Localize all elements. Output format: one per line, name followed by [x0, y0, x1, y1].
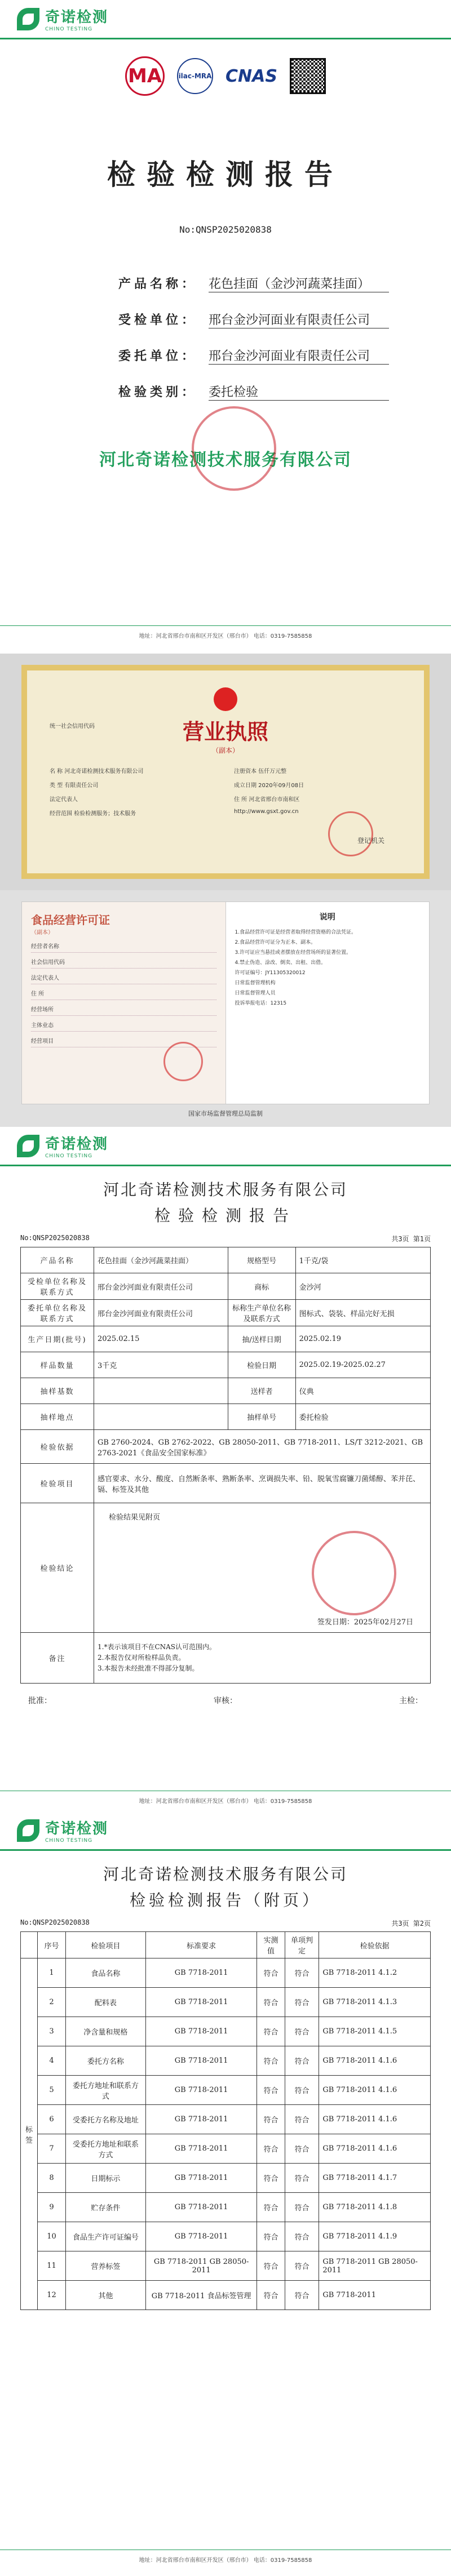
national-emblem-icon	[214, 687, 237, 711]
permit-subtitle: （副本）	[31, 930, 54, 936]
table-row: 9 贮存条件 GB 7718-2011 符合 符合 GB 7718-2011 4.1.8	[21, 2193, 431, 2222]
table-row: 3 净含量和规格 GB 7718-2011 符合 符合 GB 7718-2011 4.1.5	[21, 2017, 431, 2046]
table-row: 12 其他 GB 7718-2011 食品标签管理 符合 符合 GB 7718-2011	[21, 2281, 431, 2310]
brand-name-en: CHINO TESTING	[45, 1153, 93, 1159]
remark-line: 3.本报告未经批准不得部分复制。	[98, 1664, 199, 1673]
cover-field: 受检单位： 邢台金沙河面业有限责任公司	[118, 310, 451, 328]
permit-note: 4.禁止伪造、涂改、倒卖、出租、出借。	[235, 960, 326, 966]
license-row: 名 称 河北奇诺检测技术服务有限公司	[50, 769, 144, 775]
table-row: 抽样基数 送样者 仪典	[21, 1378, 431, 1404]
cover-field: 委托单位： 邢台金沙河面业有限责任公司	[118, 347, 451, 365]
permit-left	[22, 902, 226, 1104]
brand-logo	[17, 1132, 108, 1159]
conclusion-text: 检验结果见附页	[109, 1513, 161, 1522]
permit-title: 食品经营许可证	[31, 913, 110, 927]
permit-caption: 国家市场监督管理总局监制	[188, 1110, 263, 1117]
business-license	[0, 654, 451, 890]
cover-title: 检验检测报告	[107, 158, 344, 191]
permit-row: 经营场所	[31, 1005, 216, 1016]
cover-fields	[118, 274, 451, 401]
permit-frame	[21, 901, 430, 1104]
permit-note: 日常监督管理机构	[235, 980, 276, 986]
page-indicator: 共3页 第2页	[391, 1920, 431, 1927]
permit-seal-icon	[163, 1042, 203, 1081]
table-row: 样品数量 3千克 检验日期 2025.02.19-2025.02.27	[21, 1352, 431, 1378]
report-footer: 地址：河北省邢台市南和区开发区（邢台市） 电话：0319-7585858	[0, 1791, 451, 1810]
table-row: 备注 1.*表示该项目不在CNAS认可范围内。 2.本报告仅对所检样品负责。 3.本报告未经批准不得部分复制。	[21, 1633, 431, 1684]
results-table	[20, 1931, 431, 2310]
license-subtitle: （副本）	[211, 747, 239, 754]
license-seal-icon	[328, 811, 373, 856]
ma-mark-icon: MA	[125, 56, 165, 96]
table-row: 抽样地点 抽样单号 委托检验	[21, 1404, 431, 1430]
table-row: 10 食品生产许可证编号 GB 7718-2011 符合 符合 GB 7718-2011 4.1.9	[21, 2222, 431, 2251]
official-seal-icon	[192, 406, 276, 491]
license-row: 经营范围 检验检测服务；技术服务	[50, 811, 136, 817]
brand-name: 奇诺检测	[45, 9, 109, 26]
report-heading	[0, 1862, 451, 1911]
report-cover	[0, 0, 451, 654]
license-website: http://www.gsxt.gov.cn	[234, 809, 299, 815]
leaf-logo-icon	[17, 1819, 39, 1842]
cover-report-no: No:QNSP2025020838	[179, 224, 272, 235]
permit-note: 投诉举报电话：12315	[235, 1001, 287, 1006]
brand-header	[0, 0, 451, 39]
table-row: 8 日期标示 GB 7718-2011 符合 符合 GB 7718-2011 4.1.7	[21, 2164, 431, 2193]
side-label: 标签	[21, 1958, 38, 2310]
license-row: 注册资本 伍仟万元整	[234, 769, 287, 775]
report-footer: 地址：河北省邢台市南和区开发区（邢台市） 电话：0319-7585858	[0, 2550, 451, 2569]
brand-logo	[17, 1817, 108, 1844]
license-frame	[21, 665, 430, 879]
remark-line: 1.*表示该项目不在CNAS认可范围内。	[98, 1642, 216, 1651]
permit-row: 住 所	[31, 989, 216, 1000]
report-meta	[0, 1234, 451, 1243]
license-row: 成立日期 2020年09月08日	[234, 783, 304, 789]
report-doc-title: 检验检测报告	[154, 1206, 297, 1225]
report-org: 河北奇诺检测技术服务有限公司	[103, 1180, 348, 1199]
table-row: 11 营养标签 GB 7718-2011 GB 28050-2011 符合 符合 GB 7718-2011 GB 28050-2011	[21, 2251, 431, 2281]
cover-field: 产品名称： 花色挂面（金沙河蔬菜挂面）	[118, 274, 451, 292]
brand-name-en: CHINO TESTING	[45, 1838, 93, 1844]
report-heading	[0, 1178, 451, 1226]
permit-row: 法定代表人	[31, 973, 216, 984]
brand-logo	[17, 6, 108, 32]
reviewer-label: 审核：	[214, 1696, 237, 1706]
license-reg-authority: 登记机关	[357, 837, 384, 845]
permit-row: 经营项目	[31, 1036, 216, 1047]
permit-note: 3.许可证应当悬挂或者摆放在经营场所的显著位置。	[235, 950, 352, 956]
table-row: 生产日期(批号) 2025.02.15 抽/送样日期 2025.02.19	[21, 1326, 431, 1352]
accreditation-marks	[0, 56, 451, 96]
page-indicator: 共3页 第1页	[391, 1235, 431, 1243]
table-row: 5 委托方地址和联系方式 GB 7718-2011 符合 符合 GB 7718-2011 4.1.6	[21, 2076, 431, 2105]
table-row: 检验项目 感官要求、水分、酸度、自然断条率、熟断条率、烹调损失率、铅、脱氧雪腐镰刀菌烯醇、苯并芘、镉、标签及其他	[21, 1464, 431, 1503]
permit-row: 主体业态	[31, 1020, 216, 1032]
table-row: 7 受委托方地址和联系方式 GB 7718-2011 符合 符合 GB 7718-2011 4.1.6	[21, 2134, 431, 2164]
report-page-1	[0, 1127, 451, 1811]
license-row: 类 型 有限责任公司	[50, 783, 99, 789]
approver-label: 批准：	[28, 1696, 52, 1706]
cnas-mark-icon: CNAS	[226, 66, 277, 86]
permit-row: 经营者名称	[31, 941, 216, 953]
table-row: 受检单位名称及联系方式 邢台金沙河面业有限责任公司 商标 金沙河	[21, 1273, 431, 1300]
cover-org-name: 河北奇诺检测技术服务有限公司	[0, 446, 451, 470]
brand-name: 奇诺检测	[45, 1136, 109, 1153]
table-row: 6 受委托方名称及地址 GB 7718-2011 符合 符合 GB 7718-2011 4.1.6	[21, 2105, 431, 2134]
report-org: 河北奇诺检测技术服务有限公司	[103, 1865, 348, 1884]
permit-notes-title: 说明	[319, 913, 335, 922]
report-info-table	[20, 1247, 431, 1684]
qr-code-icon	[290, 58, 326, 94]
table-row: 检验结论 检验结果见附页 签发日期：2025年02月27日	[21, 1503, 431, 1633]
leaf-logo-icon	[17, 1135, 39, 1157]
license-title: 营业执照	[182, 719, 268, 744]
signatures	[0, 1695, 451, 1706]
cover-field: 检验类别： 委托检验	[118, 383, 451, 401]
report-no: No:QNSP2025020838	[20, 1918, 90, 1926]
report-doc-title: 检验检测报告（附页）	[129, 1891, 321, 1909]
table-row: 4 委托方名称 GB 7718-2011 符合 符合 GB 7718-2011 4.1.6	[21, 2046, 431, 2076]
test-seal-icon	[312, 1531, 396, 1615]
license-row: 住 所 河北省邢台市南和区	[234, 797, 300, 803]
permit-note: 1.食品经营许可证是经营者取得经营资格的合法凭证。	[235, 930, 357, 935]
ilac-mark-icon: ilac-MRA	[177, 58, 213, 94]
license-code-label: 统一社会信用代码	[50, 723, 95, 730]
brand-header	[0, 1127, 451, 1166]
permit-note: 2.食品经营许可证分为正本、副本。	[235, 940, 316, 945]
table-row: 2 配料表 GB 7718-2011 符合 符合 GB 7718-2011 4.1.3	[21, 1988, 431, 2017]
remark-line: 2.本报告仅对所检样品负责。	[98, 1653, 185, 1662]
sign-date: 签发日期：2025年02月27日	[317, 1618, 413, 1627]
brand-name-en: CHINO TESTING	[45, 26, 93, 32]
table-header-row: 序号 检验项目 标准要求 实测值 单项判定 检验依据	[21, 1932, 431, 1958]
permit-note: 日常监督管理人员	[235, 991, 276, 996]
report-page-2	[0, 1811, 451, 2576]
table-row: 委托单位名称及联系方式 邢台金沙河面业有限责任公司 标称生产单位名称及联系方式 图标式、袋装、样品完好无损	[21, 1300, 431, 1326]
brand-name: 奇诺检测	[45, 1820, 109, 1837]
license-rows	[50, 766, 401, 817]
table-row: 标签 1 食品名称 GB 7718-2011 符合 符合 GB 7718-2011 4.1.2	[21, 1958, 431, 1988]
report-no: No:QNSP2025020838	[20, 1234, 90, 1242]
leaf-logo-icon	[17, 8, 39, 30]
permit-right	[226, 902, 430, 1104]
permit-row: 社会信用代码	[31, 957, 216, 969]
report-meta	[0, 1918, 451, 1928]
permit-note: 许可证编号：JY11305320012	[235, 970, 306, 976]
food-permit	[0, 890, 451, 1127]
brand-header	[0, 1811, 451, 1851]
table-row: 产品名称 花色挂面（金沙河蔬菜挂面） 规格型号 1千克/袋	[21, 1247, 431, 1273]
license-row: 法定代表人	[50, 797, 78, 803]
cover-footer: 地址：河北省邢台市南和区开发区（邢台市） 电话：0319-7585858	[0, 625, 451, 645]
tester-label: 主检：	[399, 1696, 423, 1706]
table-row: 检验依据 GB 2760-2024、GB 2762-2022、GB 28050-2011、GB 7718-2011、LS/T 3212-2021、GB 2763-2021《食品安全国家标准》	[21, 1430, 431, 1464]
